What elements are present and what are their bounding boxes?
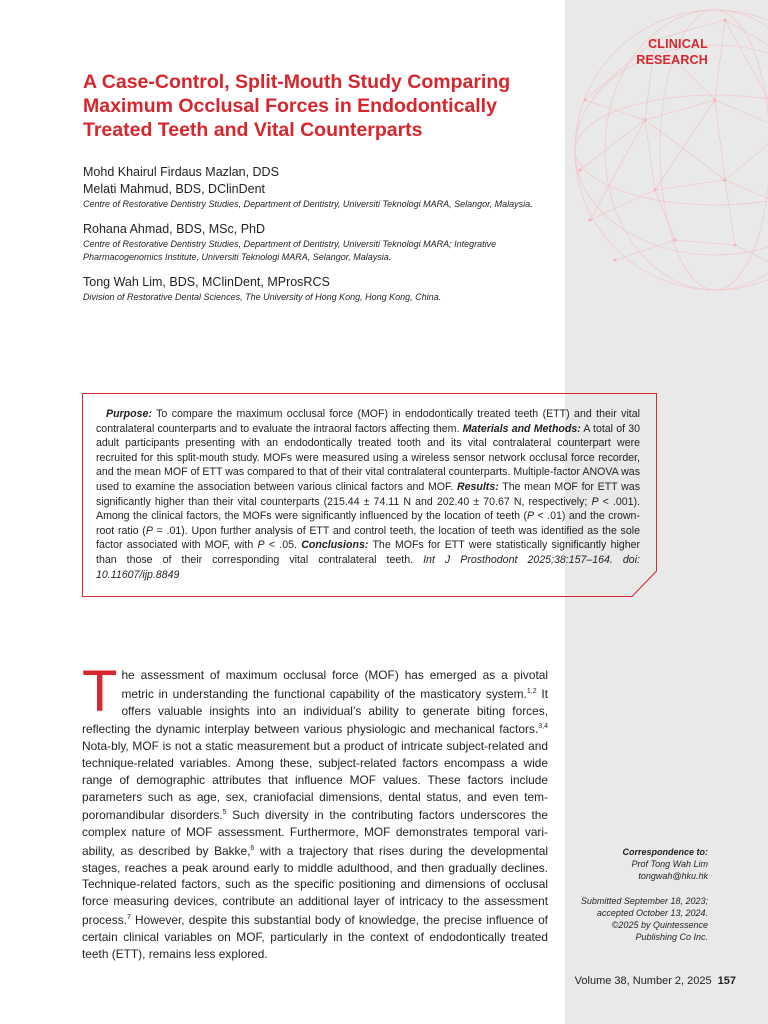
abstract-results: = .01). Upon further analysis of ETT and control teeth, the location of teeth was identified as the sole factor associated with MOF, with bbox=[96, 524, 640, 552]
body-text: Nota-bly, MOF is not a static measurement but a product of intricate subject-related and technique-related variables. Among these, subject-related factors encompass a wide range of demographic attributes that influence MOF values. These factors include parameters such as age, sex, craniofacial dimensions, dental status, and even tem-poromandibular disorders. bbox=[82, 739, 548, 823]
abstract-purpose: To compare the maximum occlusal force (MOF) in endodontically treated teeth (ETT) and their vital contralateral counterparts and to evaluate the intraoral factors affecting them. bbox=[96, 408, 640, 435]
article-title: A Case-Control, Split-Mouth Study Comparing Maximum Occlusal Forces in Endodontically Treated Teeth and Vital Counterparts bbox=[83, 71, 511, 141]
volume-info: Volume 38, Number 2, 2025 bbox=[574, 975, 712, 987]
author-name: Rohana Ahmad, BDS, MSc, PhD bbox=[83, 222, 266, 236]
abstract-results: < .05. bbox=[264, 539, 302, 552]
reference-superscript: 3,4 bbox=[538, 723, 548, 731]
author-name: Melati Mahmud, BDS, DClinDent bbox=[83, 182, 266, 196]
abstract-citation: Int J Prosthodont 2025;38:157–164. doi: 10.11607/ijp.8849 bbox=[96, 553, 640, 581]
body-text: Such diversity in the contributing factors underscores the complex nature of MOF assessment. Furthermore, MOF demonstrates temporal vari-ability, as described by Bakke, bbox=[82, 808, 549, 858]
author-affiliation: Centre of Restorative Dentistry Studies, Department of Dentistry, Universiti Teknologi MARA; Integrative Pharmacogenomics Institute, Universiti Teknologi MARA, Selangor, Malaysia. bbox=[83, 239, 497, 262]
author-affiliation: Centre of Restorative Dentistry Studies, Department of Dentistry, Universiti Teknologi MARA, Selangor, Malaysia. bbox=[83, 199, 533, 209]
p-symbol: P bbox=[145, 524, 153, 537]
correspondence-name: Prof Tong Wah Lim bbox=[631, 859, 708, 869]
submission-info bbox=[548, 895, 708, 943]
author-group-1 bbox=[83, 164, 558, 211]
submission-line: ©2025 by Quintessence bbox=[611, 920, 708, 930]
author-group-2 bbox=[83, 221, 558, 264]
abstract-results: < .01) and the crown-root ratio ( bbox=[96, 510, 640, 537]
abstract-results: < .001). Among the clinical factors, the MOFs were significantly influenced by the location of teeth ( bbox=[96, 495, 640, 523]
author-name: Mohd Khairul Firdaus Mazlan, DDS bbox=[83, 165, 279, 179]
section-label-line1: CLINICAL bbox=[648, 37, 708, 51]
abstract-text bbox=[96, 407, 640, 582]
body-paragraph bbox=[82, 659, 549, 962]
abstract-purpose-label: Purpose: bbox=[106, 408, 152, 420]
author-affiliation: Division of Restorative Dental Sciences, The University of Hong Kong, Hong Kong, China. bbox=[83, 292, 442, 302]
drop-cap: T bbox=[82, 659, 118, 724]
author-list bbox=[83, 164, 558, 314]
correspondence-email[interactable]: tongwah@hku.hk bbox=[638, 871, 708, 881]
body-text: he assessment of maximum occlusal force (MOF) has emerged as a pivotal metric in understanding the functional capability of the masticatory system. bbox=[121, 668, 548, 701]
submission-line: accepted October 13, 2024. bbox=[596, 908, 708, 918]
abstract-conclusions-label: Conclusions: bbox=[301, 539, 369, 552]
reference-superscript: 6 bbox=[250, 844, 255, 852]
reference-superscript: 1,2 bbox=[526, 687, 537, 695]
section-label-line2: RESEARCH bbox=[636, 53, 708, 67]
body-text: with a trajectory that rises during the developmental stages, reaches a peak around early to middle adulthood, and then gradually declines. Technique-related factors, such as the specific positioning and dimensions of occlusal force measuring devices, contribute an additional layer of intricacy to the assessment process. bbox=[82, 843, 548, 927]
abstract-conclusions: The MOFs for ETT were statistically significantly higher than those of their corresponding vital contralateral teeth. bbox=[96, 539, 641, 566]
abstract-methods-label: Materials and Methods: bbox=[462, 422, 581, 435]
author-group-3 bbox=[83, 274, 558, 304]
submission-line: Submitted September 18, 2023; bbox=[580, 896, 708, 906]
reference-superscript: 7 bbox=[126, 914, 131, 922]
section-label bbox=[636, 36, 708, 68]
author-name: Tong Wah Lim, BDS, MClinDent, MProsRCS bbox=[83, 275, 330, 289]
p-symbol: P bbox=[591, 495, 599, 508]
correspondence-block bbox=[622, 846, 708, 882]
body-text: It offers valuable insights into an individual’s ability to generate biting forces, reflecting the dynamic interplay between various physiologic and mechanical factors. bbox=[82, 686, 549, 737]
page-number: 157 bbox=[717, 975, 736, 987]
p-symbol: P bbox=[527, 510, 535, 523]
reference-superscript: 5 bbox=[222, 809, 227, 817]
body-text: However, despite this substantial body of knowledge, the precise influence of certain clinical variables on MOF, particularly in the context of endodontically treated teeth (ETT), remains less explored. bbox=[82, 913, 548, 961]
abstract-box bbox=[82, 393, 657, 597]
abstract-methods: A total of 30 adult participants presenting with an endodontically treated tooth and its vital contralateral counterpart were recruited for this split-mouth study. MOFs were measured using a wireless sensor network occlusal force recorder, and the mean MOF of ETT was compared to that of their vital contralateral counterparts. Multiple-factor ANOVA was used to examine the association between various clinical factors and MOF. bbox=[96, 422, 640, 493]
page-footer bbox=[575, 975, 736, 987]
abstract-results-label: Results: bbox=[456, 480, 499, 493]
correspondence-heading: Correspondence to: bbox=[622, 847, 708, 857]
p-symbol: P bbox=[257, 539, 265, 552]
abstract-results: The mean MOF for ETT was significantly higher than their vital counterparts (215.44 ± 74.11 N and 202.40 ± 70.67 N, respectively; bbox=[96, 480, 640, 508]
submission-line: Publishing Co Inc. bbox=[635, 932, 708, 942]
